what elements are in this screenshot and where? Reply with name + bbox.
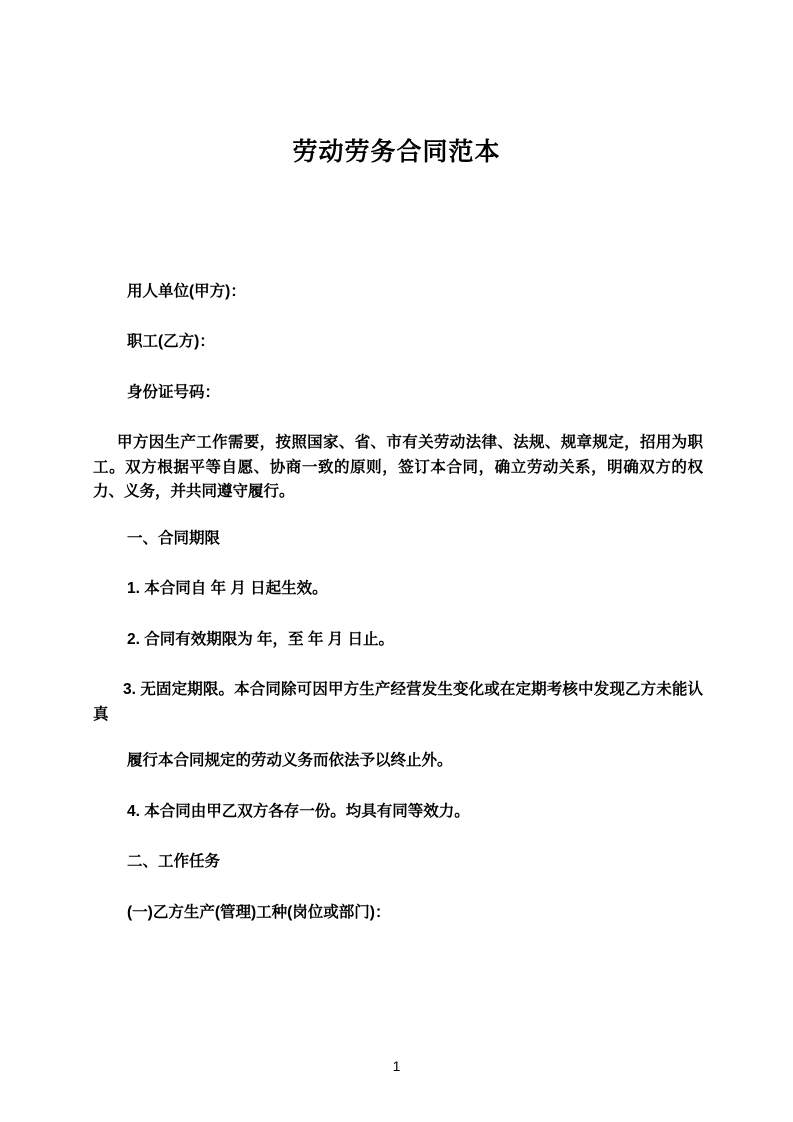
paragraph-employer: 用人单位(甲方)： [127, 283, 246, 300]
document-body [93, 280, 703, 951]
page-title: 劳动劳务合同范本 [292, 138, 501, 166]
clause-2-1: (一)乙方生产(管理)工种(岗位或部门)： [127, 903, 391, 921]
heading-section-1: 一、合同期限 [127, 529, 221, 547]
clause-1-3: 3. 无固定期限。本合同除可因甲方生产经营发生变化或在定期考核中发现乙方未能认真 [93, 681, 703, 723]
heading-section-2: 二、工作任务 [127, 853, 221, 871]
page-number: 1 [392, 1058, 401, 1074]
paragraph-employee: 职工(乙方)： [127, 333, 215, 351]
paragraph-id-number: 身份证号码： [127, 383, 221, 401]
clause-1-1: 1. 本合同自 年 月 日起生效。 [127, 580, 328, 598]
clause-1-2: 2. 合同有效期限为 年，至 年 月 日止。 [127, 630, 394, 648]
paragraph-preamble: 甲方因生产工作需要，按照国家、省、市有关劳动法律、法规、规章规定，招用为职工。双方根据平等自愿、协商一致的原则，签订本合同，确立劳动关系，明确双方的权力、义务，并共同遵守履行。 [93, 434, 703, 501]
clause-1-4: 4. 本合同由甲乙双方各存一份。均具有同等效力。 [127, 802, 470, 820]
clause-1-3-continuation: 履行本合同规定的劳动义务而依法予以终止外。 [127, 752, 453, 770]
